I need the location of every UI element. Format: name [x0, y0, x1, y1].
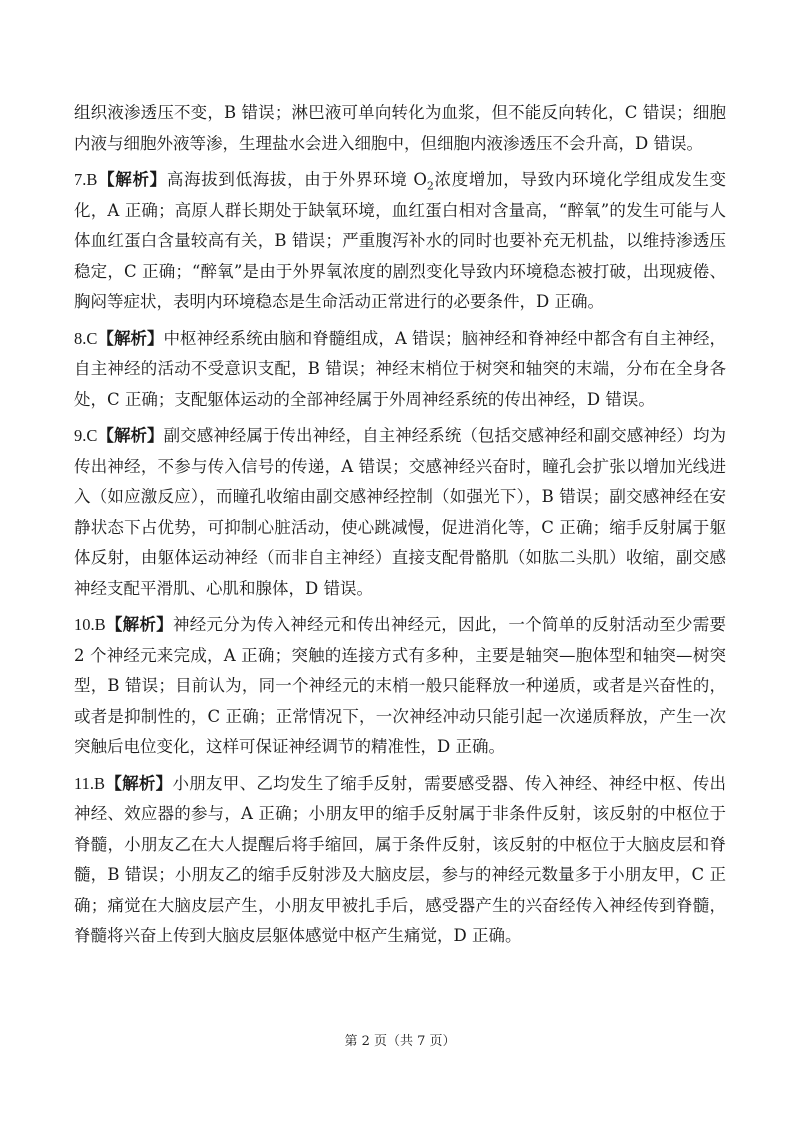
analysis-tag: 【解析】 [97, 328, 164, 348]
paragraph-text: 小朋友甲、乙均发生了缩手反射，需要感受器、传入神经、神经中枢、传出神经、效应器的参与，A 正确；小朋友甲的缩手反射属于非条件反射，该反射的中枢位于脊髓，小朋友乙在大人提醒后将手缩回，属于条件反射，该反射的中枢位于大脑皮层和脊髓，B 错误；小朋友乙的缩手反射涉及大脑皮层，参与的神经元数量多于小朋友甲，C 正确；痛觉在大脑皮层产生，小朋友甲被扎手后，感受器产生的兴奋经传入神经传到脊髓，脊髓将兴奋上传到大脑皮层躯体感觉中枢产生痛觉，D 正确。 [74, 773, 727, 945]
paragraph-continued [74, 98, 726, 159]
page-footer [0, 1030, 800, 1049]
answer-10 [74, 610, 726, 763]
page-number: 第 2 页（共 7 页） [344, 1034, 456, 1049]
answer-11 [74, 769, 726, 952]
paragraph-text: 中枢神经系统由脑和脊髓组成，A 错误；脑神经和脊神经中都含有自主神经，自主神经的活动不受意识支配，B 错误；神经末梢位于树突和轴突的末端，分布在全身各处，C 正确；支配躯体运动的全部神经属于外周神经系统的传出神经，D 错误。 [74, 328, 726, 409]
answer-number: 11.B [74, 773, 106, 793]
paragraph-text: 浓度增加，导致内环境化学组成发生变化，A 正确；高原人群长期处于缺氧环境，血红蛋白相对含量高，“醉氧”的发生可能与人体血红蛋白含量较高有关，B 错误；严重腹泻补水的同时也要补充无机盐，以维持渗透压稳定，C 正确；“醉氧”是由于外界氧浓度的剧烈变化导致内环境稳态被打破，出现疲倦、胸闷等症状，表明内环境稳态是生命活动正常进行的必要条件，D 正确。 [74, 170, 727, 311]
answer-9 [74, 421, 726, 604]
answer-7 [74, 165, 726, 318]
analysis-tag: 【解析】 [97, 426, 164, 445]
analysis-tag: 【解析】 [97, 170, 167, 189]
paragraph-text-pre: 高海拔到低海拔，由于外界环境 O [166, 170, 427, 189]
paragraph-text: 组织液渗透压不变，B 错误；淋巴液可单向转化为血浆，但不能反向转化，C 错误；细胞内液与细胞外液等渗，生理盐水会进入细胞中，但细胞内液渗透压不会升高，D 错误。 [74, 103, 726, 153]
answer-8 [74, 324, 726, 416]
subscript: 2 [426, 179, 434, 193]
analysis-tag: 【解析】 [105, 773, 173, 793]
answer-content [74, 98, 726, 958]
answer-number: 8.C [74, 328, 98, 348]
answer-number: 7.B [74, 170, 98, 189]
answer-number: 10.B [74, 615, 106, 634]
paragraph-text: 副交感神经属于传出神经，自主神经系统（包括交感神经和副交感神经）均为传出神经，不参与传入信号的传递，A 错误；交感神经兴奋时，瞳孔会扩张以增加光线进入（如应激反应），而瞳孔收缩由副交感神经控制（如强光下），B 错误；副交感神经在安静状态下占优势，可抑制心脏活动，使心跳减慢，促进消化等，C 正确；缩手反射属于躯体反射，由躯体运动神经（而非自主神经）直接支配骨骼肌（如肱二头肌）收缩，副交感神经支配平滑肌、心肌和腺体，D 错误。 [74, 426, 727, 598]
paragraph-text: 神经元分为传入神经元和传出神经元，因此，一个简单的反射活动至少需要 2 个神经元来完成，A 正确；突触的连接方式有多种，主要是轴突—胞体型和轴突—树突型，B 错误；目前认为，同一个神经元的末梢一般只能释放一种递质，或者是兴奋性的，或者是抑制性的，C 正确；正常情况下，一次神经冲动只能引起一次递质释放，产生一次突触后电位变化，这样可保证神经调节的精准性，D 正确。 [74, 615, 727, 756]
answer-number: 9.C [74, 426, 98, 445]
analysis-tag: 【解析】 [105, 615, 173, 634]
